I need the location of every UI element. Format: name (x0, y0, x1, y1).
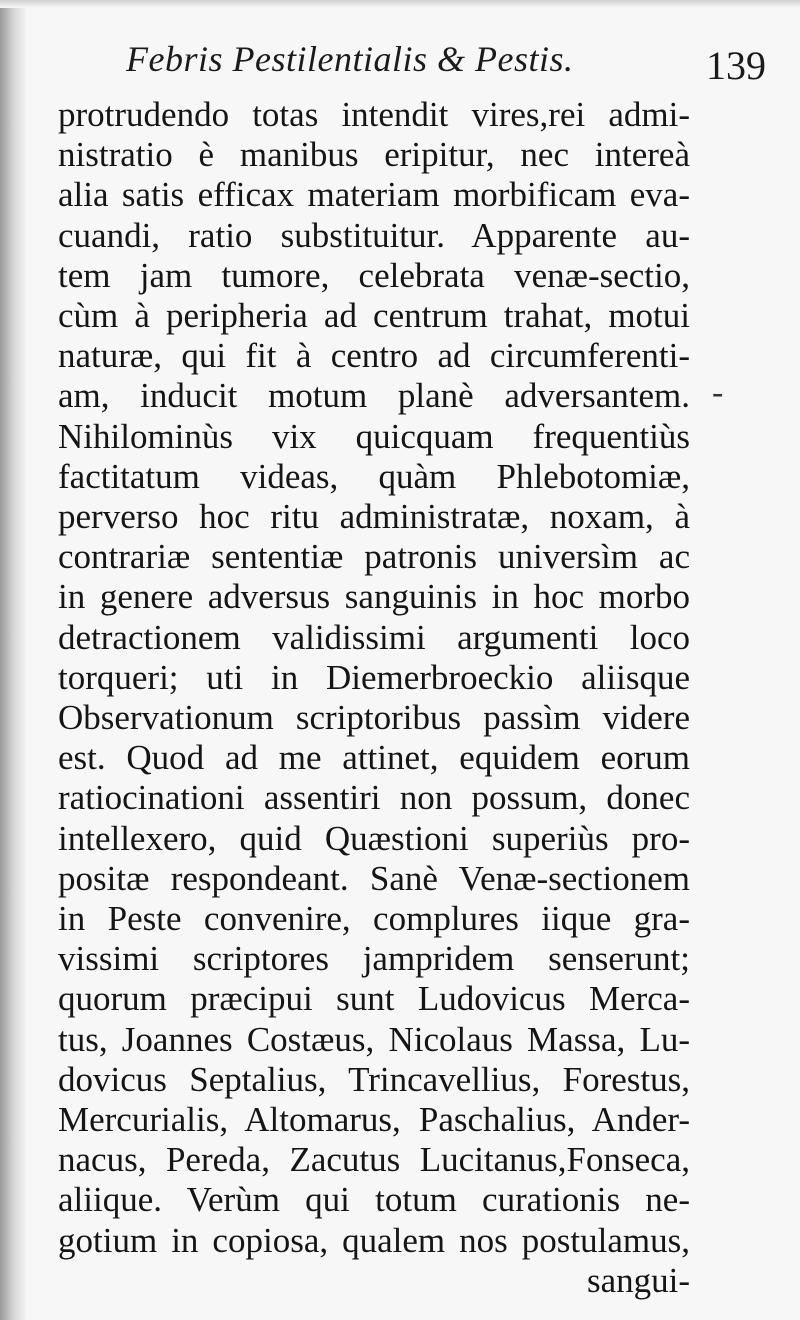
text-line-content: cùm à peripheria ad centrum trahat, motui (58, 296, 690, 336)
text-line (58, 778, 690, 818)
text-line-content: tus, Joannes Costæus, Nicolaus Massa, Lu- (58, 1019, 690, 1059)
text-line-content: gotium in copiosa, qualem nos postulamus, (58, 1220, 690, 1260)
text-line-content: positæ respondeant. Sanè Venæ-sectionem (58, 858, 690, 898)
page-gutter-shadow (0, 0, 26, 1320)
text-line (58, 859, 690, 899)
text-line-content: nacus, Pereda, Zacutus Lucitanus,Fonseca, (58, 1140, 690, 1180)
text-line (58, 175, 690, 215)
running-head: Febris Pestilentialis & Pestis. (126, 39, 574, 79)
text-line (58, 819, 690, 859)
text-line (58, 457, 690, 497)
text-line (58, 1100, 690, 1140)
text-line (58, 1140, 690, 1180)
text-line-content: vissimi scriptores jampridem senserunt; (58, 939, 690, 979)
text-line-content: in Peste convenire, complures iique gra- (58, 899, 690, 939)
text-line (58, 577, 690, 617)
text-line-content: naturæ, qui fit à centro ad circumferenti- (58, 336, 690, 376)
text-line-content: sangui- (586, 1260, 690, 1300)
text-line (58, 135, 690, 175)
text-line (58, 738, 690, 778)
text-line-content: intellexero, quid Quæstioni superiùs pro- (58, 818, 690, 858)
text-line-content: Nihilominùs vix quicquam frequentiùs (58, 416, 690, 456)
text-line (58, 376, 690, 416)
text-line-content: Mercurialis, Altomarus, Paschalius, Ander- (58, 1100, 690, 1140)
text-line (58, 296, 690, 336)
text-line-content: dovicus Septalius, Trincavellius, Forestus, (58, 1059, 690, 1099)
text-line (58, 1180, 690, 1220)
text-line (58, 698, 690, 738)
text-line-content: perverso hoc ritu administratæ, noxam, à (58, 497, 690, 537)
text-line (58, 979, 690, 1019)
text-line (58, 1261, 690, 1301)
text-line (58, 336, 690, 376)
body-text (58, 95, 690, 1301)
text-line (58, 497, 690, 537)
text-line (58, 899, 690, 939)
text-line (58, 1020, 690, 1060)
text-line (58, 537, 690, 577)
text-line (58, 658, 690, 698)
text-line (58, 417, 690, 457)
text-line (58, 939, 690, 979)
text-line (58, 1221, 690, 1261)
text-line-content: quorum præcipui sunt Ludovicus Merca- (58, 979, 690, 1019)
text-line-content: Observationum scriptoribus passìm videre (58, 698, 690, 738)
page-number: 139 (706, 43, 766, 88)
page-header (0, 38, 800, 98)
text-line-content: alia satis efficax materiam morbificam eva- (58, 175, 690, 215)
text-line-content: torqueri; uti in Diemerbroeckio aliisque (58, 657, 690, 697)
text-line (58, 256, 690, 296)
text-line-content: protrudendo totas intendit vires,rei admi- (58, 95, 690, 134)
text-line-content: ratiocinationi assentiri non possum, donec (58, 778, 690, 818)
text-line-content: am, inducit motum planè adversantem. (58, 376, 690, 416)
text-line-content: contrariæ sententiæ patronis universìm ac (58, 537, 690, 577)
text-line-content: est. Quod ad me attinet, equidem eorum (58, 738, 690, 778)
text-line (58, 95, 690, 135)
text-line-content: factitatum videas, quàm Phlebotomiæ, (58, 456, 690, 496)
text-line-content: aliique. Verùm qui totum curationis ne- (58, 1180, 690, 1220)
text-line-content: tem jam tumore, celebrata venæ-sectio, (58, 255, 690, 295)
text-line (58, 618, 690, 658)
text-line-content: nistratio è manibus eripitur, nec intereà (58, 135, 690, 175)
page-top-edge (0, 0, 800, 8)
text-line-content: in genere adversus sanguinis in hoc morbo (58, 577, 690, 617)
text-line (58, 1060, 690, 1100)
margin-mark: - (712, 374, 724, 411)
text-line-content: cuandi, ratio substituitur. Apparente au- (58, 215, 690, 255)
text-line (58, 216, 690, 256)
text-line-content: detractionem validissimi argumenti loco (58, 617, 690, 657)
